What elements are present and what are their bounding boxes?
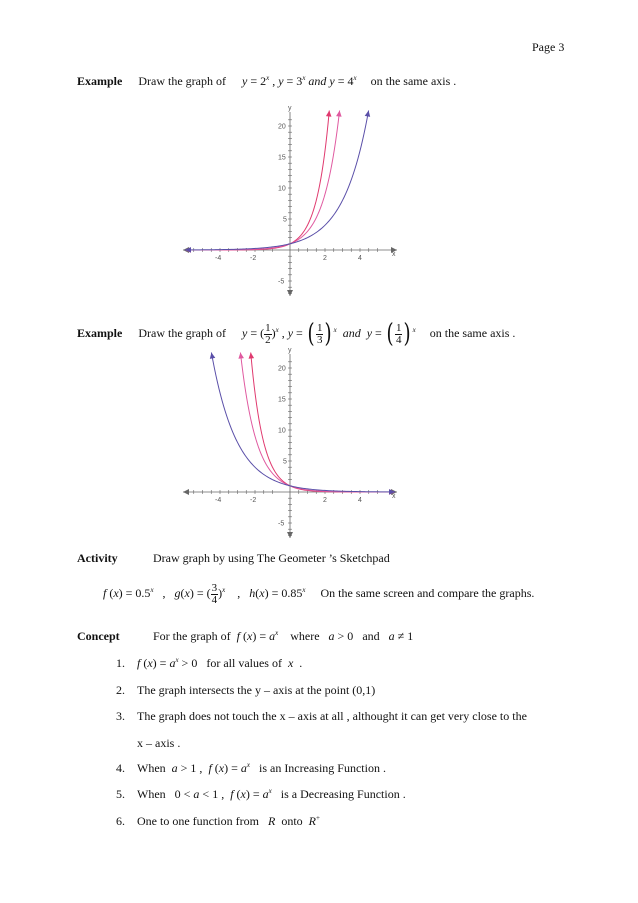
graph-2-x-label: x xyxy=(392,493,396,500)
graph-2-curves xyxy=(210,353,395,495)
graph-2-curve-arrowhead xyxy=(210,353,215,359)
graph-1-y-tick-label: 15 xyxy=(278,154,286,162)
concept-item-2-text: The graph intersects the y – axis at the point (0,1) xyxy=(137,683,376,697)
concept-item-6-text: One to one function from xyxy=(137,814,259,828)
example-1-heading xyxy=(77,74,456,89)
graph-2-y-tick-label: 5 xyxy=(283,458,287,466)
concept-item-6-num: 6. xyxy=(116,814,125,828)
page-number: Page 3 xyxy=(532,40,565,54)
concept-item-3-cont xyxy=(137,736,180,751)
concept-item-5-text: is a Decreasing Function . xyxy=(280,787,406,801)
example-1-tail: on the same axis . xyxy=(370,74,457,88)
activity-heading xyxy=(77,551,118,566)
graph-1-curve-base-2 xyxy=(185,111,369,250)
concept-item-1: 1. f $(x) = a^x > 0$ for all values of x . xyxy=(116,656,303,670)
concept-item-3-num: 3. xyxy=(116,709,125,723)
graph-1-curves xyxy=(185,111,370,253)
concept-item-1-text: for all values of xyxy=(206,656,282,670)
graph-2-curve-base-0.25 xyxy=(251,353,395,493)
graph-2-y-tick-label: 10 xyxy=(278,427,286,435)
graph-1-curve-arrowhead xyxy=(326,111,332,117)
concept-item-2 xyxy=(116,683,375,698)
graph-1-x-label: x xyxy=(392,251,396,258)
graph-1-curve-base-4 xyxy=(185,111,329,251)
concept-item-1-num: 1. xyxy=(116,656,125,670)
example-2-equations: y = ( $\frac{1}{2}$ )$^x$ , y = ( $\frac{1}{3}$ ) $^x$ and y = ( $\frac{1}{4}$ ) $^x$ xyxy=(241,319,416,350)
graph-1-curve-arrowhead xyxy=(336,111,342,117)
concept-item-4-text: is an Increasing Function . xyxy=(258,761,386,775)
graph-1-y-tick-label: -5 xyxy=(278,278,285,286)
graph-2-y-down-arrow xyxy=(287,532,293,538)
concept-where: where xyxy=(290,629,320,643)
graph-1-y-tick-label: 10 xyxy=(278,185,286,193)
graph-2-x-tick-label: -2 xyxy=(250,497,257,504)
example-1-lead: Draw the graph of xyxy=(138,74,226,88)
example-2-label: Example xyxy=(77,326,123,340)
example-1-label: Example xyxy=(77,74,123,88)
activity-compare: On the same screen and compare the graphs. xyxy=(320,586,535,600)
graph-1-curve-base-3 xyxy=(185,111,340,250)
concept-item-3-text: The graph does not touch the x – axis at all , althought it can get very close to the xyxy=(137,709,527,723)
activity-g: g(x) = ( $\frac{3}{4}$ )$^x$ xyxy=(174,581,226,606)
concept-item-3 xyxy=(116,709,527,724)
graph-2-ticks xyxy=(194,362,378,536)
graph-1-ticks xyxy=(194,120,378,294)
graph-1-y-tick-label: 5 xyxy=(283,216,287,224)
graph-2-y-label: y xyxy=(288,347,292,354)
graph-1-y-tick-label: 20 xyxy=(278,123,286,131)
graph-1-x-tick-label: 2 xyxy=(323,255,327,262)
concept-and: and xyxy=(362,629,380,643)
activity-f: f $(x) = 0.5^x$ xyxy=(103,586,154,600)
graph-2-x-tick-label: 2 xyxy=(323,497,327,504)
activity-functions: f $(x) = 0.5^x$ , g(x) = ( $\frac{3}{4}$ )$^x$ , $h(x) = 0.85^x$ On the same screen and compare the graphs. xyxy=(103,581,535,606)
concept-item-4-num: 4. xyxy=(116,761,125,775)
concept-item-2-num: 2. xyxy=(116,683,125,697)
graph-2-curve-arrowhead xyxy=(249,353,255,359)
graph-2-curve-base-0.5 xyxy=(211,353,395,492)
concept-statement: For the graph of f $(x) = a^x$ where a > 0 and a ≠ 1 xyxy=(153,629,414,643)
concept-item-6: 6. One to one function from R onto R+ xyxy=(116,814,320,828)
concept-item-4: 4. When a > 1 , f $(x) = a^x$ is an Increasing Function . xyxy=(116,761,386,775)
graph-2-curve-arrowhead xyxy=(238,353,244,359)
concept-item-5-num: 5. xyxy=(116,787,125,801)
graph-1-x-tick-label: -4 xyxy=(215,255,222,262)
graph-1-curve-arrowhead xyxy=(365,111,370,117)
graph-1-x-tick-label: 4 xyxy=(358,255,362,262)
graph-2-x-left-arrow xyxy=(183,489,189,495)
activity-h: $h(x) = 0.85^x$ xyxy=(249,586,306,600)
graph-2-y-tick-label: 15 xyxy=(278,396,286,404)
graph-2-curve-base-0.3333 xyxy=(240,353,395,492)
graph-1-y-label: y xyxy=(288,105,292,112)
graph-2-y-tick-label: -5 xyxy=(278,520,285,528)
concept-item-3-cont-text: x – axis . xyxy=(137,736,181,750)
example-1-equations: $y = 2^x$ , $y = 3^x$ and $y = 4^x$ xyxy=(241,74,357,88)
graph-2-x-tick-label: 4 xyxy=(358,497,362,504)
graph-2 xyxy=(175,342,405,542)
graph-2-y-tick-label: 20 xyxy=(278,365,286,373)
example-2-tail: on the same axis . xyxy=(429,326,516,340)
concept-label: Concept xyxy=(77,629,120,643)
graph-2-x-tick-label: -4 xyxy=(215,497,222,504)
activity-text: Draw graph by using The Geometer ’s Sketchpad xyxy=(153,551,390,565)
example-2-lead: Draw the graph of xyxy=(138,326,226,340)
concept-heading xyxy=(77,629,120,644)
activity-label: Activity xyxy=(77,551,118,565)
graph-1-y-down-arrow xyxy=(287,290,293,296)
graph-1-x-tick-label: -2 xyxy=(250,255,257,262)
graph-1 xyxy=(175,100,405,300)
concept-lead: For the graph of xyxy=(153,629,231,643)
concept-item-5: 5. When 0 < a < 1 , f $(x) = a^x$ is a Decreasing Function . xyxy=(116,787,406,801)
